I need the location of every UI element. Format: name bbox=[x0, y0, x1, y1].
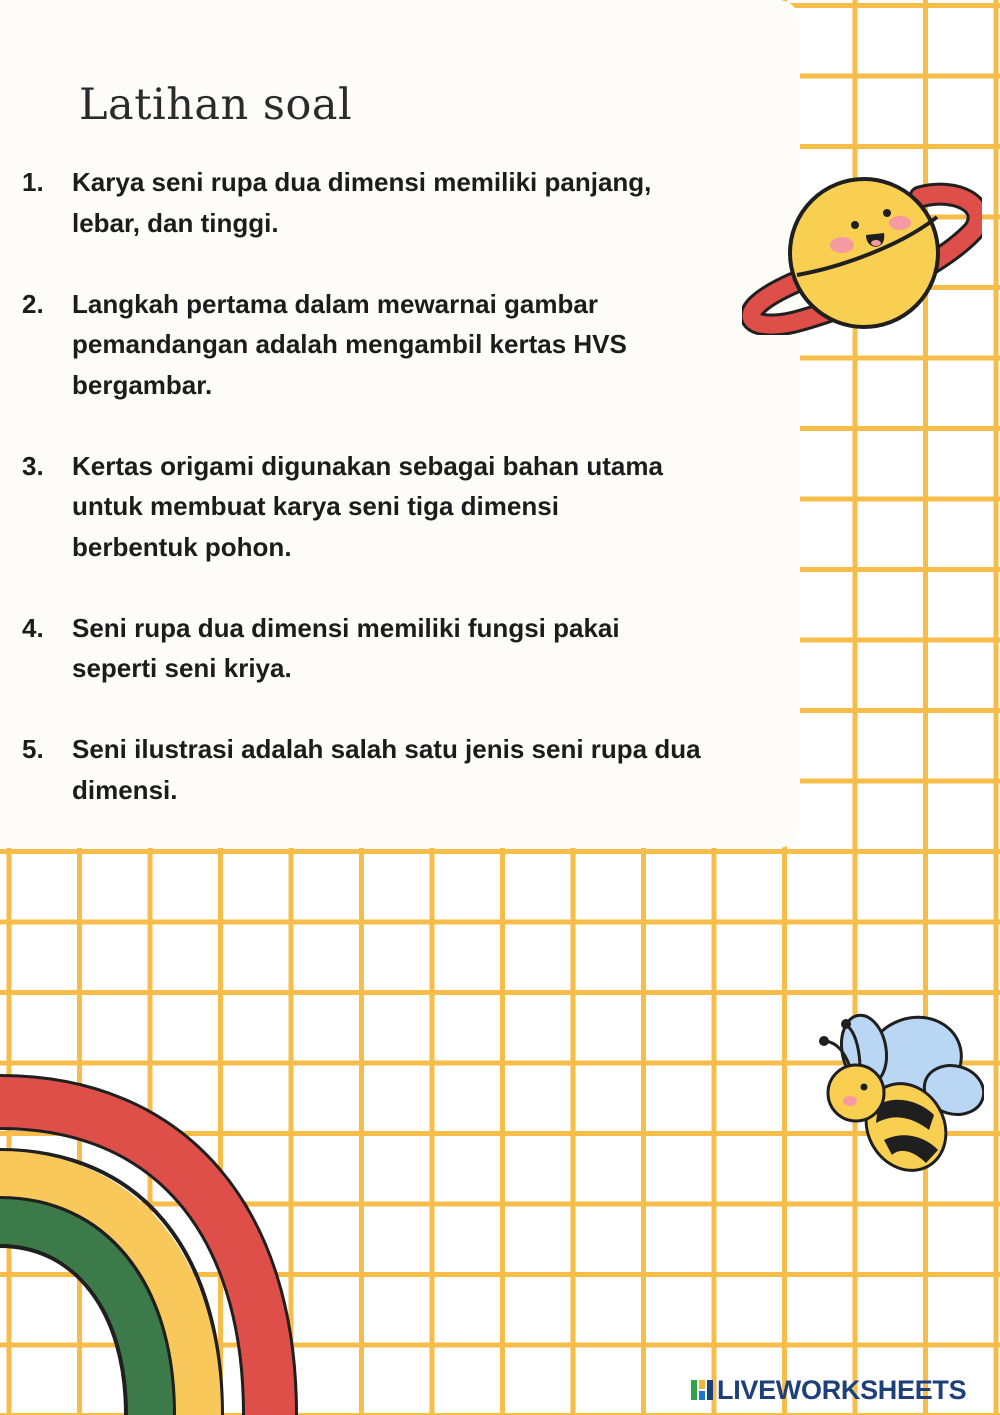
question-line: bergambar. bbox=[72, 369, 213, 400]
question-item-4 bbox=[22, 608, 782, 689]
watermark-text: LIVEWORKSHEETS bbox=[717, 1374, 967, 1405]
question-number: 4. bbox=[22, 612, 44, 643]
question-line: untuk membuat karya seni tiga dimensi bbox=[72, 491, 559, 521]
question-card bbox=[0, 0, 800, 848]
planet-illustration bbox=[742, 175, 982, 335]
question-line: Seni rupa dua dimensi memiliki fungsi pakai bbox=[72, 612, 620, 643]
liveworksheets-logo-icon bbox=[690, 1378, 714, 1402]
bee-illustration bbox=[814, 1005, 984, 1180]
worksheet-title: Latihan soal bbox=[79, 80, 353, 130]
question-line: Seni ilustrasi adalah salah satu jenis seni rupa dua bbox=[72, 734, 701, 764]
question-list bbox=[22, 162, 782, 851]
question-line: seperti seni kriya. bbox=[72, 653, 292, 683]
question-number: 5. bbox=[22, 734, 44, 764]
question-line: berbentuk pohon. bbox=[72, 531, 292, 562]
question-item-5 bbox=[22, 729, 782, 810]
question-line: Karya seni rupa dua dimensi memiliki panjang, bbox=[72, 167, 652, 197]
question-number: 1. bbox=[22, 167, 44, 197]
question-item-2 bbox=[22, 284, 782, 406]
question-number: 3. bbox=[22, 450, 44, 481]
question-item-3 bbox=[22, 446, 782, 568]
rainbow-illustration bbox=[0, 1070, 300, 1415]
question-line: Kertas origami digunakan sebagai bahan utama bbox=[72, 450, 663, 481]
question-line: lebar, dan tinggi. bbox=[72, 207, 279, 238]
question-number: 2. bbox=[22, 288, 44, 319]
question-line: dimensi. bbox=[72, 774, 178, 805]
liveworksheets-watermark bbox=[690, 1372, 966, 1408]
question-line: pemandangan adalah mengambil kertas HVS bbox=[72, 329, 627, 359]
question-item-1 bbox=[22, 162, 782, 243]
question-line: Langkah pertama dalam mewarnai gambar bbox=[72, 288, 598, 319]
